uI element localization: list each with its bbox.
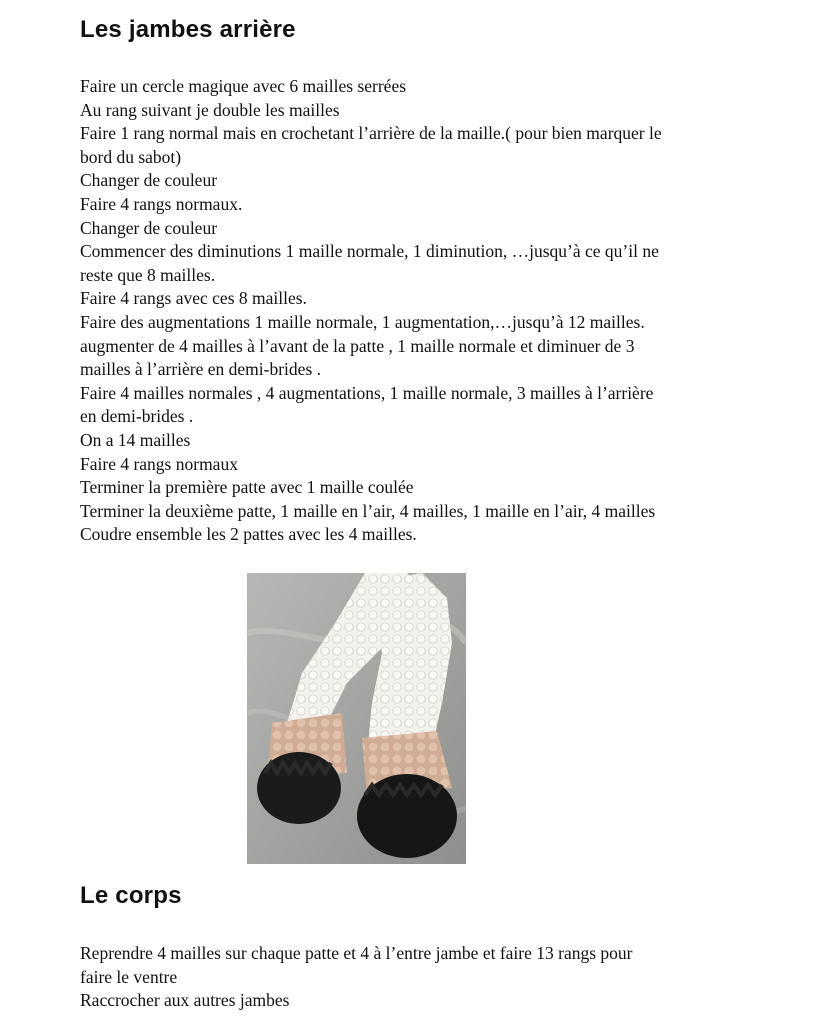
instruction-line: Raccrocher aux autres jambes xyxy=(80,990,290,1011)
instruction-line: Faire 4 rangs avec ces 8 mailles. xyxy=(80,288,307,309)
instruction-line: Coudre ensemble les 2 pattes avec les 4 mailles. xyxy=(80,524,417,545)
instruction-line: Terminer la deuxième patte, 1 maille en l’air, 4 mailles, 1 maille en l’air, 4 mailles xyxy=(80,500,656,521)
instruction-line: Faire 4 rangs normaux xyxy=(80,453,238,474)
instruction-line: Faire 4 rangs normaux. xyxy=(80,193,243,214)
instruction-line: Commencer des diminutions 1 maille normale, 1 diminution, …jusqu’à ce qu’il ne xyxy=(80,241,659,262)
instruction-line: augmenter de 4 mailles à l’avant de la patte , 1 maille normale et diminuer de 3 xyxy=(80,335,635,356)
section-title-back-legs: Les jambes arrière xyxy=(80,16,296,43)
instruction-line: faire le ventre xyxy=(80,966,178,987)
instruction-line: Faire des augmentations 1 maille normale, 1 augmentation,…jusqu’à 12 mailles. xyxy=(80,311,645,332)
instruction-line: Faire 1 rang normal mais en crochetant l’arrière de la maille.( pour bien marquer le xyxy=(80,123,662,144)
instruction-line: Faire un cercle magique avec 6 mailles serrées xyxy=(80,76,407,96)
crochet-legs-photo xyxy=(247,573,466,864)
body-instructions xyxy=(80,942,770,1013)
instruction-line: en demi-brides . xyxy=(80,406,194,427)
instruction-line: Reprendre 4 mailles sur chaque patte et 4 à l’entre jambe et faire 13 rangs pour xyxy=(80,943,633,963)
back-legs-instructions xyxy=(80,75,770,547)
instruction-line: Terminer la première patte avec 1 maille coulée xyxy=(80,477,414,498)
instruction-line: Changer de couleur xyxy=(80,170,218,191)
section-title-body: Le corps xyxy=(80,882,182,909)
instruction-line: reste que 8 mailles. xyxy=(80,264,216,285)
instruction-line: Au rang suivant je double les mailles xyxy=(80,99,340,120)
instruction-line: mailles à l’arrière en demi-brides . xyxy=(80,359,322,380)
instruction-line: On a 14 mailles xyxy=(80,429,191,450)
instruction-line: Faire 4 mailles normales , 4 augmentations, 1 maille normale, 3 mailles à l’arrière xyxy=(80,382,654,403)
instruction-line: Changer de couleur xyxy=(80,217,218,238)
instruction-line: bord du sabot) xyxy=(80,146,182,167)
